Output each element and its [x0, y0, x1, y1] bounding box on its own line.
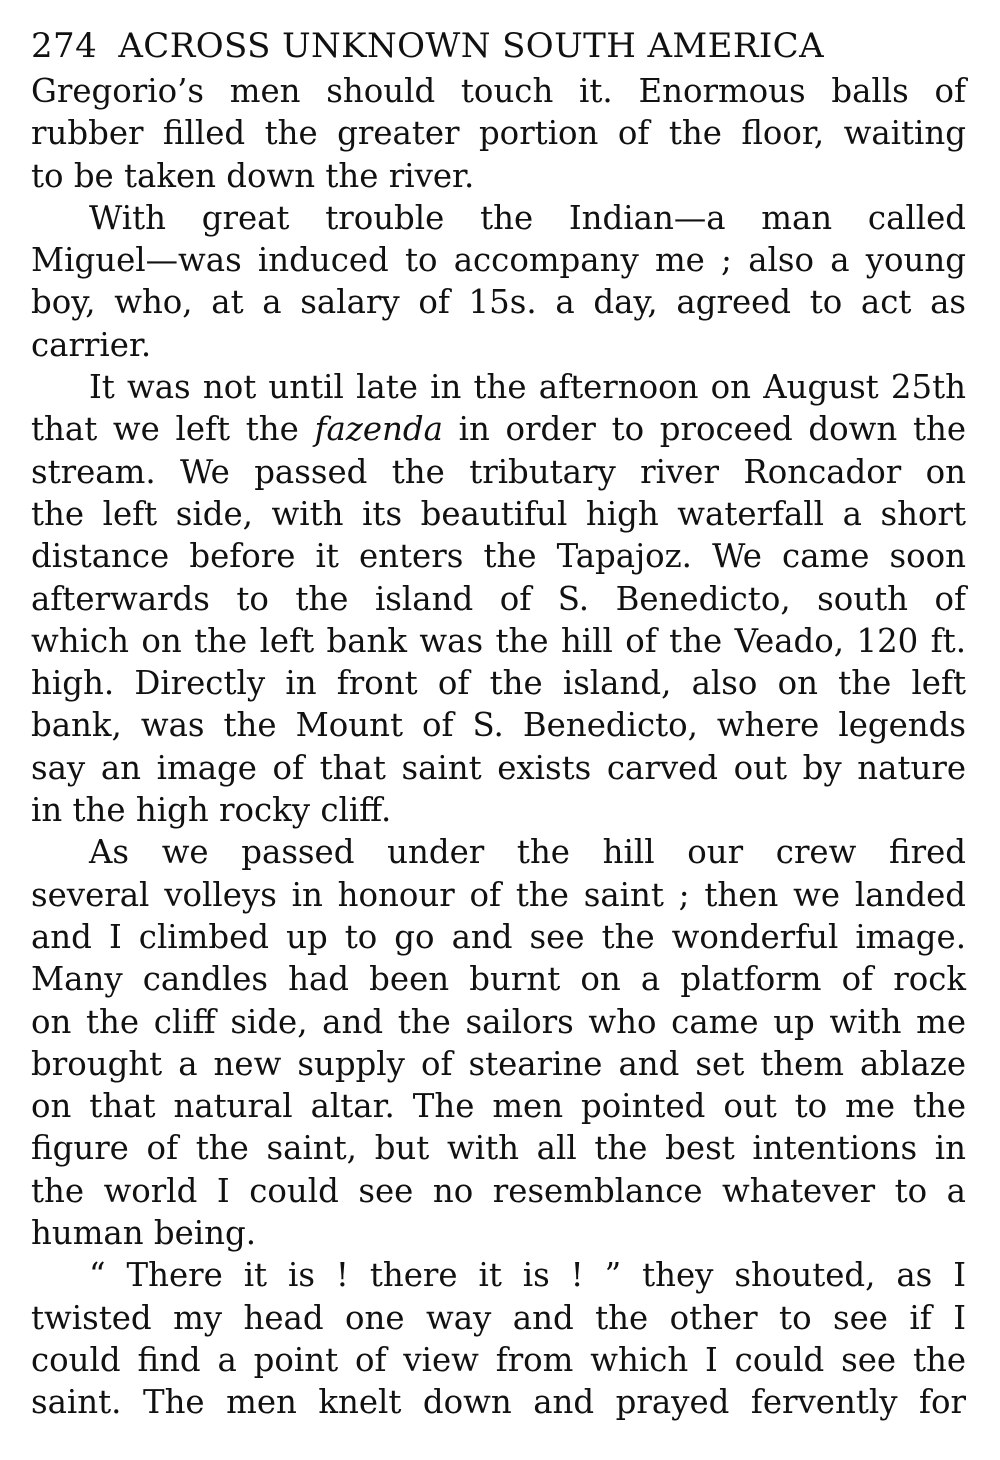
text-line: and I climbed up to go and see the wonderful image. — [31, 917, 966, 956]
text-line: distance before it enters the Tapajoz. We came soon — [31, 537, 966, 576]
text-line: in the high rocky cliff. — [31, 791, 392, 830]
text-line: bank, was the Mount of S. Benedicto, where legends — [31, 706, 966, 745]
body-text — [31, 70, 966, 1424]
text-line: As we passed under the hill our crew fired — [89, 833, 966, 872]
text-line: say an image of that saint exists carved out by nature — [31, 748, 966, 787]
text-line: high. Directly in front of the island, also on the left — [31, 664, 966, 703]
text-line: the world I could see no resemblance whatever to a — [31, 1171, 966, 1210]
text-line: saint. The men knelt down and prayed fervently for — [31, 1383, 966, 1422]
text-line: could find a point of view from which I could see the — [31, 1340, 966, 1379]
paragraph — [31, 197, 966, 366]
italic-word: fazenda — [314, 410, 443, 449]
text-line: Gregorio’s men should touch it. Enormous balls of — [31, 72, 966, 110]
text-line: several volleys in honour of the saint ; then we landed — [31, 875, 966, 914]
text-line: which on the left bank was the hill of the Veado, 120 ft. — [31, 621, 966, 660]
text-line: the left side, with its beautiful high waterfall a short — [31, 494, 966, 533]
paragraph — [31, 70, 966, 197]
text-line: Miguel—was induced to accompany me ; also a young — [31, 241, 966, 280]
text-line: stream. We passed the tributary river Roncador on — [31, 452, 966, 491]
text-line: on that natural altar. The men pointed out to me the — [31, 1087, 966, 1126]
text-line: figure of the saint, but with all the best intentions in — [31, 1129, 966, 1168]
page-number: 274 — [31, 26, 98, 66]
paragraph — [31, 831, 966, 1254]
text-line: that we left the fazenda in order to proceed down the — [31, 410, 966, 449]
text-line: carrier. — [31, 325, 152, 364]
text-line: twisted my head one way and the other to see if I — [31, 1298, 966, 1337]
text-line: to be taken down the river. — [31, 156, 475, 195]
paragraph — [31, 1254, 966, 1423]
running-title: ACROSS UNKNOWN SOUTH AMERICA — [118, 26, 825, 66]
text-line: brought a new supply of stearine and set them ablaze — [31, 1044, 966, 1083]
paragraph — [31, 366, 966, 831]
text-line: With great trouble the Indian—a man called — [89, 198, 966, 237]
text-line: “ There it is ! there it is ! ” they shouted, as I — [89, 1256, 966, 1295]
text-line: It was not until late in the afternoon on August 25th — [89, 368, 966, 407]
text-line: human being. — [31, 1214, 257, 1253]
text-line: on the cliff side, and the sailors who came up with me — [31, 1002, 966, 1041]
running-head — [31, 26, 966, 66]
text-line: rubber filled the greater portion of the floor, waiting — [31, 114, 966, 153]
text-line: Many candles had been burnt on a platform of rock — [31, 960, 966, 999]
text-line: boy, who, at a salary of 15s. a day, agreed to act as — [31, 283, 966, 322]
text-line: afterwards to the island of S. Benedicto, south of — [31, 579, 966, 618]
